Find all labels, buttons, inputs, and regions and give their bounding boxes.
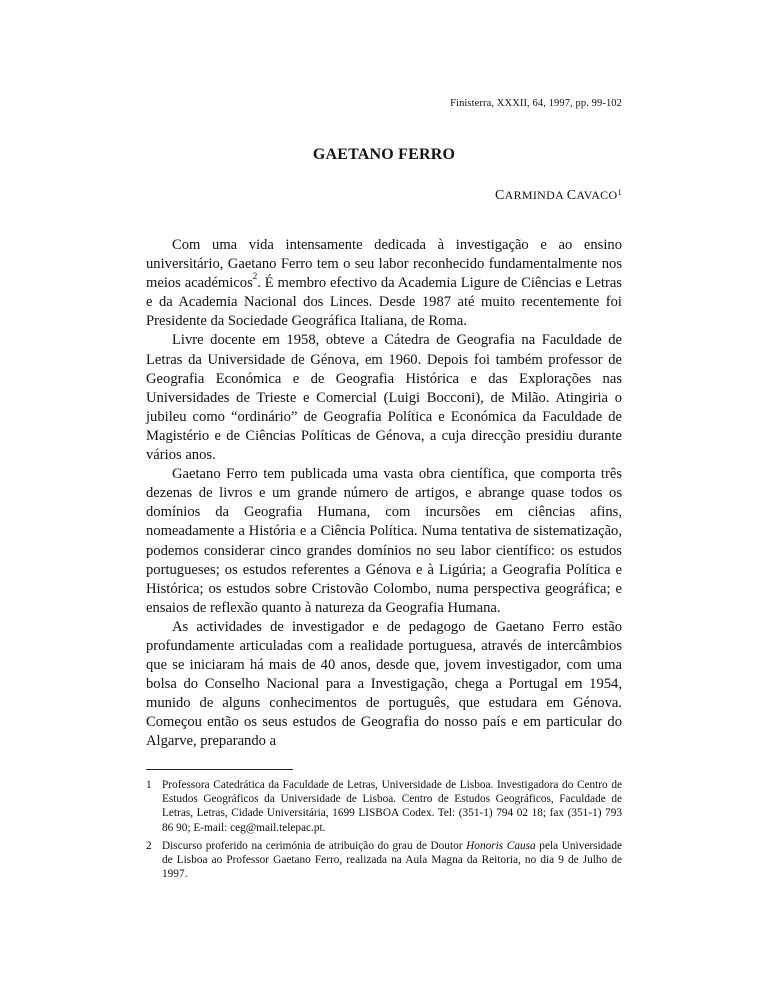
footnote-2-text-italic: Honoris Causa	[466, 839, 536, 852]
footnote-2-number: 2	[146, 839, 152, 852]
footnote-separator	[146, 769, 293, 770]
paragraph-1	[146, 236, 622, 331]
paragraph-1-part-b: . É membro efectivo da Academia Ligure de Ciências e Letras e da Academia Nacional dos Linces. Desde 1987 até muito recentemente foi Presidente da Sociedade Geográfica Italiana, de Roma.	[146, 275, 622, 330]
article-body	[146, 236, 622, 752]
running-head: Finisterra, XXXII, 64, 1997, pp. 99-102	[450, 98, 622, 109]
footnote-1-number: 1	[146, 779, 152, 791]
article-title: GAETANO FERRO	[312, 146, 456, 163]
footnote-2-text-a: Discurso proferido na cerimónia de atribuição do grau de Doutor	[162, 839, 467, 852]
footnotes	[146, 778, 622, 885]
footnote-2-mark: 2	[252, 271, 258, 282]
footnote-1-text: Professora Catedrática da Faculdade de Letras, Universidade de Lisboa. Investigadora do Centro de Estudos Geográficos da Universidade de Lisboa. Centro de Estudos Geográficos, Faculdade de Letras, Letras, Cidade Universitária, 1699 LISBOA Codex. Tel: (351-1) 794 02 18; fax (351-1) 793 86 90; E-mail: ceg@mail.telepac.pt.	[162, 779, 622, 834]
paragraph-4: As actividades de investigador e de pedagogo de Gaetano Ferro estão profundamente articuladas com a realidade portuguesa, através de intercâmbios que se iniciaram há mais de 40 anos, desde que, jovem investigador, com uma bolsa do Conselho Nacional para a Investigação, chega a Portugal em 1954, munido de alguns conhecimentos de português, que estudara em Génova. Começou então os seus estudos de Geografia do nosso país e em particular do Algarve, preparando a	[146, 618, 622, 750]
author-footnote-mark: 1	[617, 187, 622, 197]
author-first-initial: C	[494, 188, 505, 203]
author-first-rest: ARMINDA	[504, 188, 564, 202]
author-last-rest: AVACO	[576, 188, 618, 202]
paragraph-2: Livre docente em 1958, obteve a Cátedra de Geografia na Faculdade de Letras da Universidade de Génova, em 1960. Depois foi também professor de Geografia Económica e de Geografia Histórica e das Explorações nas Universidades de Trieste e Comercial (Luigi Bocconi), de Milão. Atingiria o jubileu como “ordinário” de Geografia Política e Económica da Faculdade de Magistério e de Ciências Políticas de Génova, a cuja direcção presidiu durante vários anos.	[146, 332, 622, 464]
footnote-2	[146, 839, 622, 882]
author-name	[495, 188, 622, 204]
footnote-2-text-b: pela Universidade de Lisboa ao Professor Gaetano Ferro, realizada na Aula Magna da Reitoria, no dia 9 de Julho de 1997.	[162, 839, 622, 881]
author-last-initial: C	[566, 188, 577, 203]
footnote-1	[146, 778, 622, 835]
paragraph-3: Gaetano Ferro tem publicada uma vasta obra científica, que comporta três dezenas de livros e um grande número de artigos, e abrange quase todos os domínios da Geografia Humana, com incursões em ciências afins, nomeadamente a História e a Ciência Política. Numa tentativa de sistematização, podemos considerar cinco grandes domínios no seu labor científico: os estudos portugueses; os estudos referentes a Génova e à Ligúria; a Geografia Política e Histórica; os estudos sobre Cristovão Colombo, numa perspectiva geográfica; e ensaios de reflexão quanto à natureza da Geografia Humana.	[146, 466, 622, 616]
paragraph-1-part-a: Com uma vida intensamente dedicada à investigação e ao ensino universitário, Gaetano Ferro tem o seu labor reconhecido fundamentalmente nos meios académicos	[146, 237, 622, 292]
